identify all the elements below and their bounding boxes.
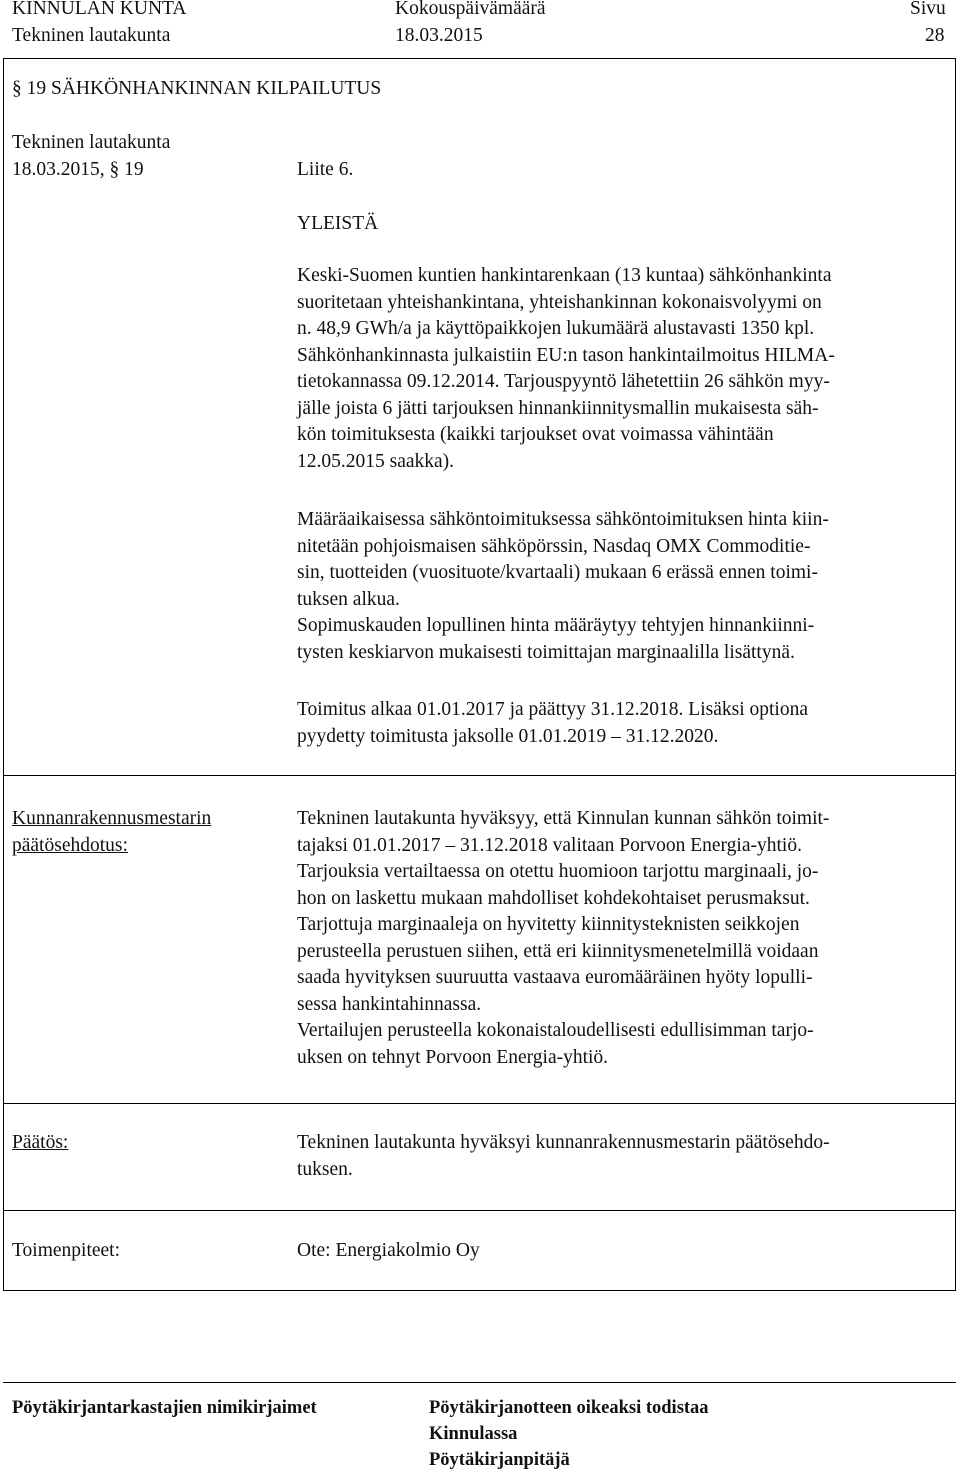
attachment-ref: Liite 6. [297, 159, 354, 180]
text-line: tietokannassa 09.12.2014. Tarjouspyyntö lähetettiin 26 sähkön myy- [297, 371, 830, 392]
text-line: tysten keskiarvon mukaisesti toimittajan marginaalilla lisättynä. [297, 641, 795, 663]
general-paragraph-2 [297, 507, 829, 666]
page-number: 28 [925, 25, 945, 46]
text-line: n. 48,9 GWh/a ja käyttöpaikkojen lukumäärä alustavasti 1350 kpl. [297, 318, 815, 339]
text-line: nitetään pohjoismaisen sähköpörssin, Nasdaq OMX Commoditie- [297, 535, 811, 557]
divider-actions [3, 1210, 956, 1211]
text-line: 12.05.2015 saakka). [297, 450, 455, 472]
text-line: hon on laskettu mukaan mahdolliset kohdekohtaiset perusmaksut. [297, 887, 810, 909]
divider-decision [3, 1103, 956, 1104]
frame-bottom-line [3, 1290, 956, 1291]
footer-signatures: Pöytäkirjantarkastajien nimikirjaimet [12, 1398, 317, 1418]
text-line: Sopimuskauden lopullinen hinta määräytyy tehtyjen hinnankiinni- [297, 615, 815, 636]
text-line: suoritetaan yhteishankintana, yhteishankinnan kokonaisvolyymi on [297, 291, 822, 313]
frame-right-line [955, 58, 956, 1291]
frame-left-line [3, 58, 4, 1291]
text-line: Toimitus alkaa 01.01.2017 ja päättyy 31.12.2018. Lisäksi optiona [297, 699, 808, 720]
footer-divider [3, 1382, 956, 1383]
general-paragraph-1 [297, 263, 835, 475]
general-heading: YLEISTÄ [297, 213, 379, 234]
text-line: tuksen. [297, 1158, 353, 1180]
text-line: perusteella perustuen siihen, että eri kiinnitysmenetelmillä voidaan [297, 940, 819, 962]
section-title: § 19 SÄHKÖNHANKINNAN KILPAILUTUS [12, 78, 382, 99]
meeting-date-label: Kokouspäivämäärä [395, 0, 546, 19]
text-line: jälle joista 6 jätti tarjouksen hinnankiinnitysmallin mukaisesta säh- [297, 397, 819, 419]
text-line: Määräaikaisessa sähköntoimituksessa sähköntoimituksen hinta kiin- [297, 509, 829, 530]
page-label: Sivu [910, 0, 946, 19]
frame-top-line [3, 58, 956, 59]
text-line: Tarjottuja marginaaleja on hyvitetty kiinnitysteknisten seikkojen [297, 914, 800, 935]
footer-place: Kinnulassa [429, 1424, 518, 1444]
meeting-date: 18.03.2015 [395, 25, 483, 46]
actions-text: Ote: Energiakolmio Oy [297, 1240, 480, 1261]
text-line: tuksen alkua. [297, 588, 400, 610]
text-line: kön toimituksesta (kaikki tarjoukset ovat voimassa vähintään [297, 424, 774, 445]
decision-label: Päätös: [12, 1132, 69, 1153]
text-line: sin, tuotteiden (vuosituote/kvartaali) mukaan 6 erässä ennen toimi- [297, 562, 818, 583]
footer-certified: Pöytäkirjanotteen oikeaksi todistaa [429, 1398, 709, 1418]
decision-text [297, 1130, 830, 1183]
text-line: tajaksi 01.01.2017 – 31.12.2018 valitaan Porvoon Energia-yhtiö. [297, 834, 802, 856]
text-line: Sähkönhankinnasta julkaistiin EU:n tason hankintailmoitus HILMA- [297, 344, 835, 366]
divider-proposal [3, 775, 956, 776]
proposal-label-line-1: Kunnanrakennusmestarin [12, 808, 212, 829]
municipality-name: KINNULAN KUNTA [12, 0, 187, 19]
text-line: Tekninen lautakunta hyväksyi kunnanrakennusmestarin päätösehdo- [297, 1132, 830, 1153]
text-line: pyydetty toimitusta jaksolle 01.01.2019 – 31.12.2020. [297, 725, 719, 747]
text-line: saada hyvityksen suuruutta vastaava euromääräinen hyöty lopulli- [297, 967, 813, 988]
text-line: sessa hankintahinnassa. [297, 993, 482, 1015]
board-name: Tekninen lautakunta [12, 25, 171, 46]
text-line: uksen on tehnyt Porvoon Energia-yhtiö. [297, 1046, 609, 1068]
text-line: Vertailujen perusteella kokonaistaloudellisesti edullisimman tarjo- [297, 1020, 814, 1041]
footer-keeper: Pöytäkirjanpitäjä [429, 1450, 570, 1470]
general-paragraph-3 [297, 697, 808, 750]
proposal-label-line-2: päätösehdotus: [12, 835, 128, 856]
actions-label: Toimenpiteet: [12, 1240, 121, 1261]
proposal-text [297, 806, 829, 1071]
text-line: Keski-Suomen kuntien hankintarenkaan (13 kuntaa) sähkönhankinta [297, 265, 832, 286]
reference-date-section: 18.03.2015, § 19 [12, 159, 144, 180]
text-line: Tekninen lautakunta hyväksyy, että Kinnulan kunnan sähkön toimit- [297, 808, 830, 829]
text-line: Tarjouksia vertailtaessa on otettu huomioon tarjottu marginaali, jo- [297, 861, 819, 882]
reference-board: Tekninen lautakunta [12, 132, 171, 153]
